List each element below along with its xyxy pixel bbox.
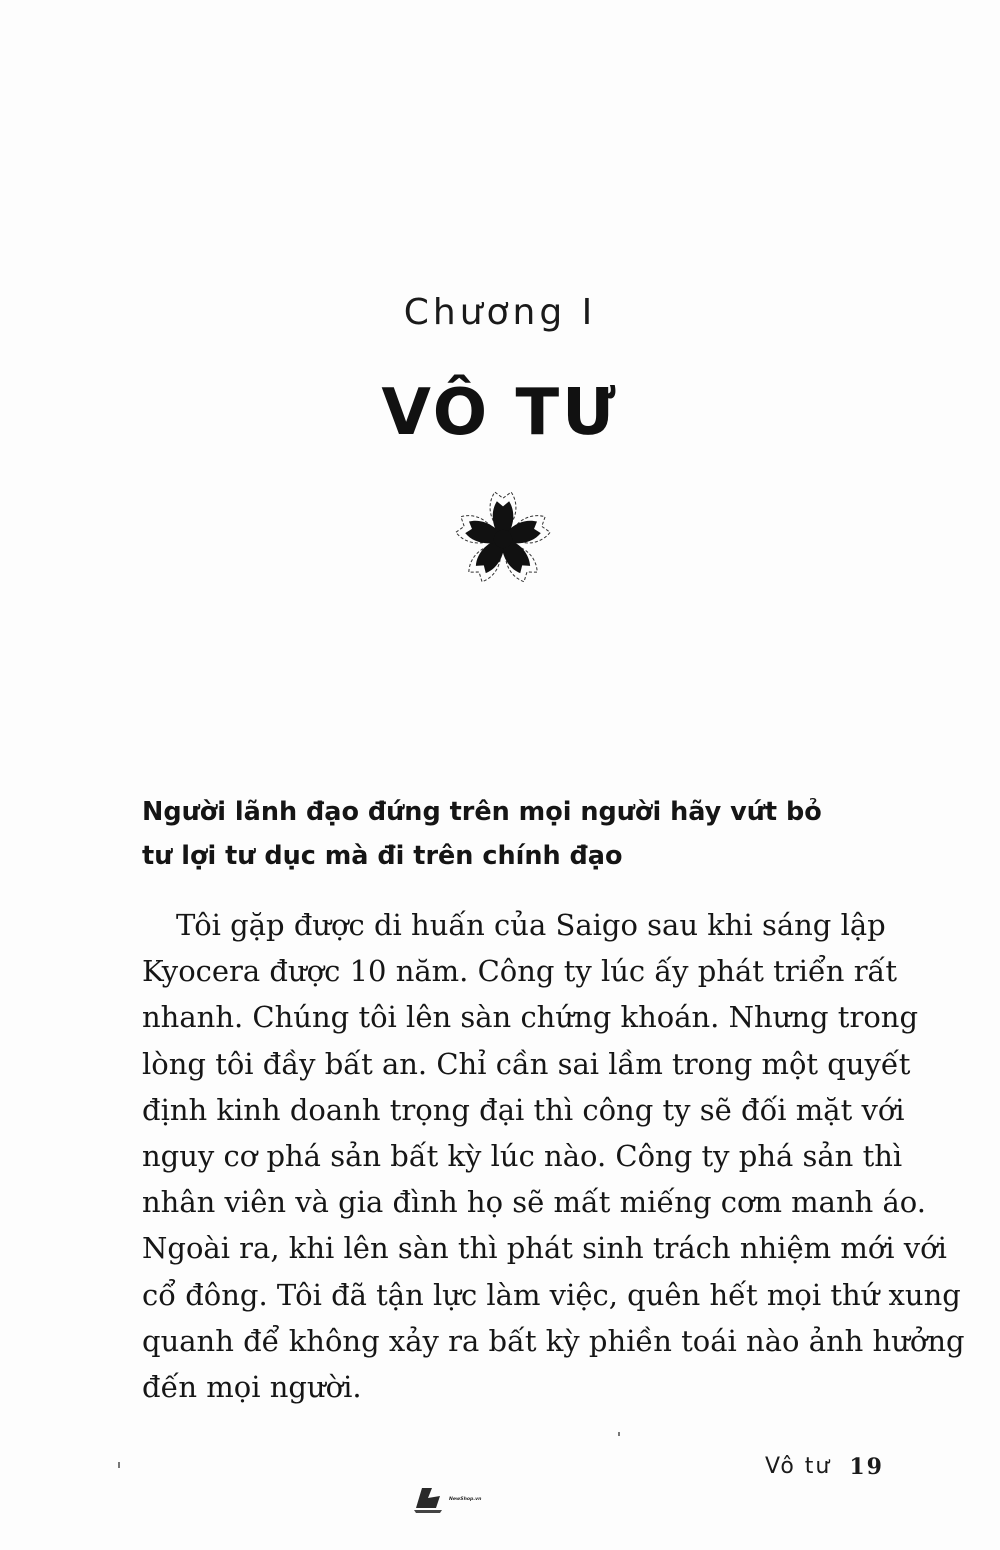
svg-text:NewShop.vn: NewShop.vn xyxy=(449,1496,482,1502)
body-paragraph xyxy=(142,902,965,1410)
running-footer xyxy=(765,1454,884,1480)
paragraph-line: Kyocera được 10 năm. Công ty lúc ấy phát triển rất xyxy=(142,954,897,989)
paragraph-line: nhanh. Chúng tôi lên sàn chứng khoán. Nhưng trong xyxy=(142,1000,919,1035)
scan-speck xyxy=(618,1432,620,1436)
paragraph-line: nhân viên và gia đình họ sẽ mất miếng cơm manh áo. xyxy=(142,1185,926,1220)
watermark-wordmark xyxy=(448,1480,484,1516)
chapter-label: Chương I xyxy=(403,292,597,333)
scan-speck xyxy=(118,1462,120,1468)
section-heading-line: Người lãnh đạo đứng trên mọi người hãy vứt bỏ xyxy=(142,797,822,827)
footer-running-title: Vô tư xyxy=(765,1454,832,1479)
paragraph-line: định kinh doanh trọng đại thì công ty sẽ đối mặt với xyxy=(142,1092,905,1127)
paragraph-line: quanh để không xảy ra bất kỳ phiền toái nào ảnh hưởng xyxy=(142,1323,965,1358)
section-heading xyxy=(142,790,882,878)
paragraph-line: nguy cơ phá sản bất kỳ lúc nào. Công ty phá sản thì xyxy=(142,1139,903,1174)
sakura-flower-icon xyxy=(452,488,554,590)
paragraph-line: lòng tôi đầy bất an. Chỉ cần sai lầm trong một quyết xyxy=(142,1046,911,1081)
paragraph-line: cổ đông. Tôi đã tận lực làm việc, quên hết mọi thứ xung xyxy=(142,1277,961,1312)
page-number: 19 xyxy=(849,1454,884,1480)
paragraph-line: Tôi gặp được di huấn của Saigo sau khi sáng lập xyxy=(176,908,886,942)
paragraph-line: Ngoài ra, khi lên sàn thì phát sinh trách nhiệm mới với xyxy=(142,1231,947,1266)
paragraph-line: đến mọi người. xyxy=(142,1370,362,1405)
chapter-title: VÔ TƯ xyxy=(381,376,619,450)
book-logo-icon xyxy=(412,1480,448,1516)
section-heading-line: tư lợi tư dục mà đi trên chính đạo xyxy=(142,841,623,871)
newshop-watermark xyxy=(412,1478,592,1518)
